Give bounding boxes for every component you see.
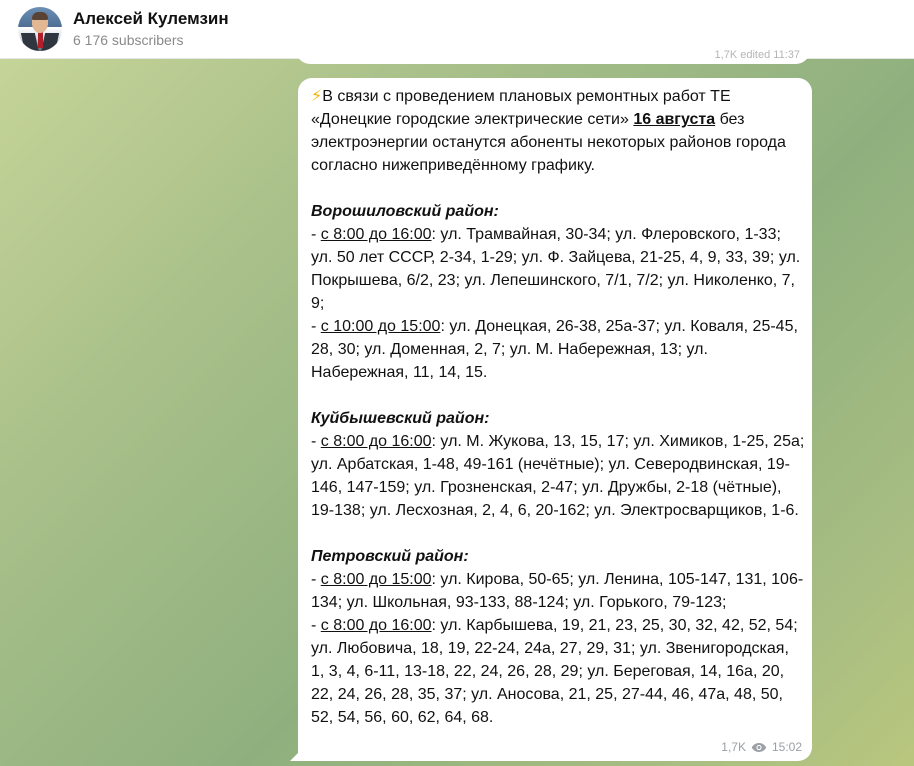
message-text [311,85,806,729]
intro-after: без электроэнергии останутся абоненты некоторых районов города согласно нижеприведённому графику. [311,111,786,174]
time-range: с 10:00 до 15:00 [320,318,441,335]
bubble-tail [290,749,302,761]
time-range: с 8:00 до 16:00 [320,433,432,450]
date-highlight: 16 августа [633,111,716,128]
subscriber-count: 6 176 subscribers [73,32,184,48]
previous-time: edited 11:37 [740,49,800,61]
lightning-icon: ⚡ [311,88,323,105]
schedule-entry: - с 8:00 до 15:00: ул. Кирова, 50-65; ул. Ленина, 105-147, 131, 106-134; ул. Школьная, 93-133, 88-124; ул. Горького, 79-123; [311,571,804,611]
street-list: : ул. М. Жукова, 13, 15, 17; ул. Химиков, 1-25, 25а; ул. Арбатская, 1-48, 49-161 (нечётные); ул. Северодвинская, 19-146, 147-159; ул. Грозненская, 2-47; ул. Дружбы, 2-18 (чётные), 19-138; ул. Лесхозная, 2, 4, 6, 20-162; ул. Электросварщиков, 1-6. [311,433,805,519]
time-range: с 8:00 до 16:00 [320,226,432,243]
avatar-jacket-right [41,33,59,51]
street-list: : ул. Карбышева, 19, 21, 23, 25, 30, 32, 42, 52, 54; ул. Любовича, 18, 19, 22-24, 24а, 27, 29, 31; ул. Звенигородская, 1, 3, 4, 6-11, 13-18, 22, 24, 26, 28, 29; ул. Береговая, 14, 16а, 20, 22, 24, 26, 28, 35, 37; ул. Аносова, 21, 25, 27-44, 46, 47а, 48, 50, 52, 54, 56, 60, 62, 64, 68. [311,617,798,726]
view-count: 1,7K [721,740,746,754]
schedule-entry: - с 8:00 до 16:00: ул. Карбышева, 19, 21, 23, 25, 30, 32, 42, 52, 54; ул. Любовича, 18, 19, 22-24, 24а, 27, 29, 31; ул. Звенигородская, 1, 3, 4, 6-11, 13-18, 22, 24, 26, 28, 29; ул. Береговая, 14, 16а, 20, 22, 24, 26, 28, 35, 37; ул. Аносова, 21, 25, 27-44, 46, 47а, 48, 50, 52, 54, 56, 60, 62, 64, 68. [311,617,798,726]
avatar-hair [32,12,48,20]
post-time: 15:02 [771,740,802,754]
previous-views: 1,7K [714,49,738,61]
previous-message-bubble[interactable] [296,46,810,64]
street-list: : ул. Трамвайная, 30-34; ул. Флеровского, 1-33; ул. 50 лет СССР, 2-34, 1-29; ул. Ф. Зайцева, 21-25, 4, 9, 33, 39; ул. Покрышева, 6/2, 23; ул. Лепешинского, 7/1, 7/2; ул. Николенко, 7, 9; [311,226,801,312]
schedule-entry: - с 10:00 до 15:00: ул. Донецкая, 26-38, 25а-37; ул. Коваля, 25-45, 28, 30; ул. Доменная, 2, 7; ул. М. Набережная, 13; ул. Набережная, 11, 14, 15. [311,318,798,381]
district-heading: Куйбышевский район: [311,410,490,427]
schedule-entry: - с 8:00 до 16:00: ул. Трамвайная, 30-34; ул. Флеровского, 1-33; ул. 50 лет СССР, 2-34, 1-29; ул. Ф. Зайцева, 21-25, 4, 9, 33, 39; ул. Покрышева, 6/2, 23; ул. Лепешинского, 7/1, 7/2; ул. Николенко, 7, 9; [311,226,801,312]
message-bubble[interactable] [298,78,812,761]
intro-paragraph [311,85,806,177]
avatar-jacket-left [21,33,39,51]
message-meta [721,740,802,754]
intro-before: В связи с проведением плановых ремонтных работ ТЕ «Донецкие городские электрические сети» [311,88,731,128]
time-range: с 8:00 до 15:00 [320,571,432,588]
channel-avatar[interactable] [18,7,62,51]
previous-message-meta [715,49,800,61]
street-list: : ул. Донецкая, 26-38, 25а-37; ул. Коваля, 25-45, 28, 30; ул. Доменная, 2, 7; ул. М. Набережная, 13; ул. Набережная, 11, 14, 15. [311,318,798,381]
street-list: : ул. Кирова, 50-65; ул. Ленина, 105-147, 131, 106-134; ул. Школьная, 93-133, 88-124; ул. Горького, 79-123; [311,571,804,611]
channel-title[interactable]: Алексей Кулемзин [73,9,229,28]
time-range: с 8:00 до 16:00 [320,617,432,634]
eye-icon [751,742,767,753]
avatar-tie [38,32,43,48]
schedule-entry: - с 8:00 до 16:00: ул. М. Жукова, 13, 15, 17; ул. Химиков, 1-25, 25а; ул. Арбатская, 1-48, 49-161 (нечётные); ул. Северодвинская, 19-146, 147-159; ул. Грозненская, 2-47; ул. Дружбы, 2-18 (чётные), 19-138; ул. Лесхозная, 2, 4, 6, 20-162; ул. Электросварщиков, 1-6. [311,433,805,519]
district-heading: Петровский район: [311,548,469,565]
district-heading: Ворошиловский район: [311,203,499,220]
